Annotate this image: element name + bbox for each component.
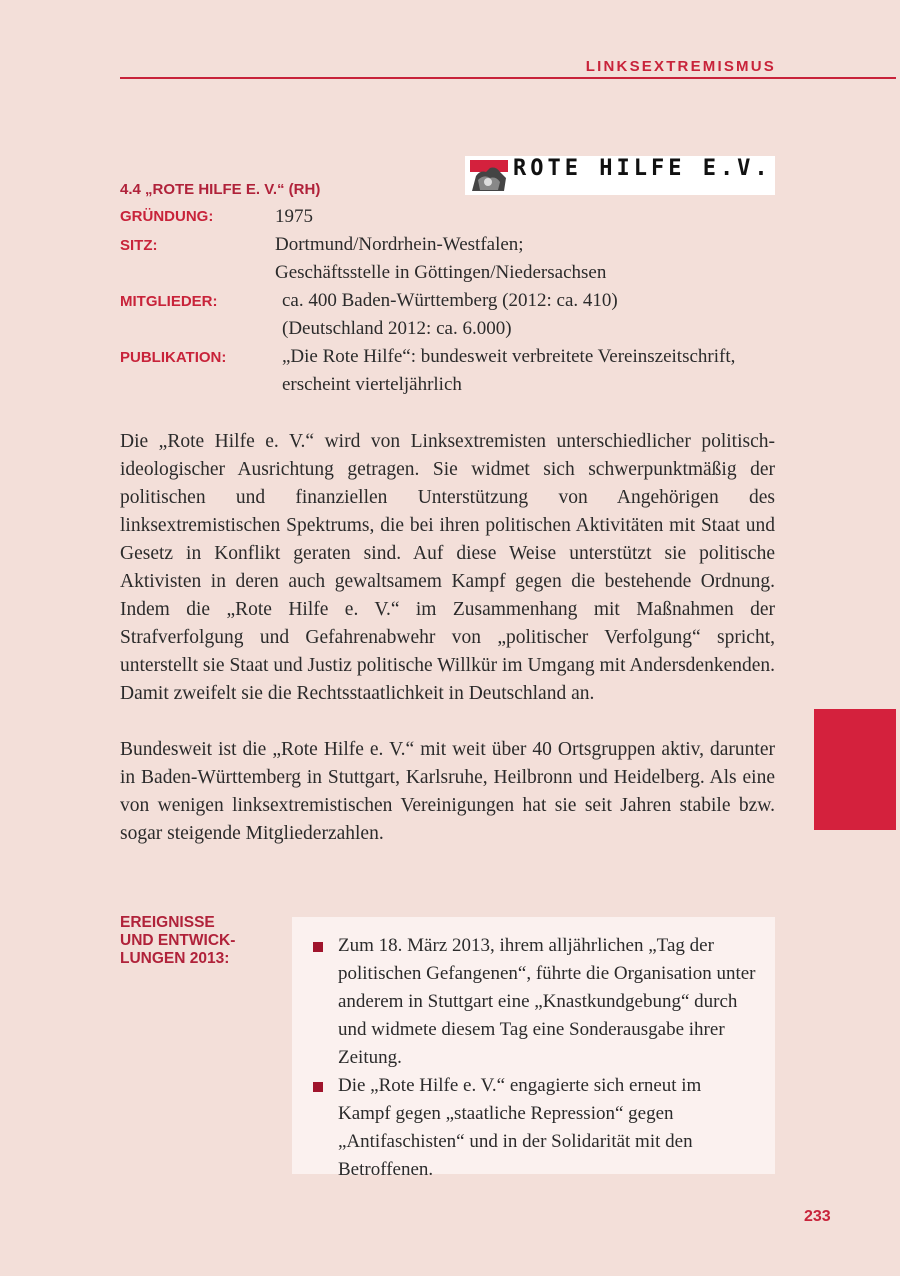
logo-text: ROTE HILFE E.V.	[513, 155, 772, 181]
event-item: Die „Rote Hilfe e. V.“ engagierte sich erneut im Kampf gegen „staatliche Repression“ gegen „Antifaschisten“ und in der Solidarität mit den Betroffenen.	[338, 1075, 702, 1180]
seat-label: SITZ:	[120, 237, 158, 254]
seat-value-line1: Dortmund/Nordrhein-Westfalen;	[275, 234, 524, 255]
events-label-line: EREIGNISSE	[120, 914, 215, 931]
body-paragraph-2: Bundesweit ist die „Rote Hilfe e. V.“ mit weit über 40 Ortsgruppen aktiv, darunter in Baden-Württemberg in Stuttgart, Karlsruhe, Heilbronn und Heidelberg. Als eine von wenigen linksextremistischen Vereinigungen hat sie seit Jahren stabile bzw. sogar steigende Mitgliederzahlen.	[120, 739, 775, 844]
publication-value-line2: erscheint vierteljährlich	[282, 374, 462, 395]
rote-hilfe-logo	[465, 156, 775, 195]
publication-value-line1: „Die Rote Hilfe“: bundesweit verbreitete Vereinszeitschrift,	[282, 346, 736, 367]
header-rule	[120, 77, 896, 79]
bullet-square-icon	[313, 942, 323, 952]
founding-label: GRÜNDUNG:	[120, 208, 214, 225]
running-header: LINKSEXTREMISMUS	[585, 58, 776, 75]
chapter-tab	[814, 709, 896, 830]
fist-emblem-icon	[468, 158, 510, 193]
events-label	[120, 914, 235, 968]
members-value-line2: (Deutschland 2012: ca. 6.000)	[282, 318, 512, 339]
bullet-square-icon	[313, 1082, 323, 1092]
members-label: MITGLIEDER:	[120, 293, 218, 310]
section-title: 4.4 „ROTE HILFE E. V.“ (RH)	[120, 181, 321, 198]
page-number: 233	[804, 1208, 831, 1225]
events-label-line: UND ENTWICK-	[120, 932, 236, 949]
founding-value: 1975	[275, 206, 313, 227]
events-label-line: LUNGEN 2013:	[120, 950, 230, 967]
members-value-line1: ca. 400 Baden-Württemberg (2012: ca. 410)	[282, 290, 618, 311]
event-item: Zum 18. März 2013, ihrem alljährlichen „Tag der politischen Gefangenen“, führte die Organisation unter anderem in Stuttgart eine „Knastkundgebung“ durch und widmete diesem Tag eine Sonderausgabe ihrer Zeitung.	[338, 935, 756, 1068]
seat-value-line2: Geschäftsstelle in Göttingen/Niedersachsen	[275, 262, 607, 283]
body-paragraph-1: Die „Rote Hilfe e. V.“ wird von Linksextremisten unterschiedlicher politisch-ideologischer Ausrichtung getragen. Sie widmet sich schwerpunktmäßig der politischen und finanziellen Unterstützung von Angehörigen des linksextremistischen Spektrums, die bei ihren politischen Aktivitäten mit Staat und Gesetz in Konflikt geraten sind. Auf diese Weise unterstützt sie politische Aktivisten in deren auch gewaltsamem Kampf gegen die bestehende Ordnung. Indem die „Rote Hilfe e. V.“ im Zusammenhang mit Maßnahmen der Strafverfolgung und Gefahrenabwehr von „politischer Verfolgung“ spricht, unterstellt sie Staat und Justiz politische Willkür im Umgang mit Andersdenkenden. Damit zweifelt sie die Rechtsstaatlichkeit in Deutschland an.	[120, 431, 775, 704]
publication-label: PUBLIKATION:	[120, 349, 227, 366]
